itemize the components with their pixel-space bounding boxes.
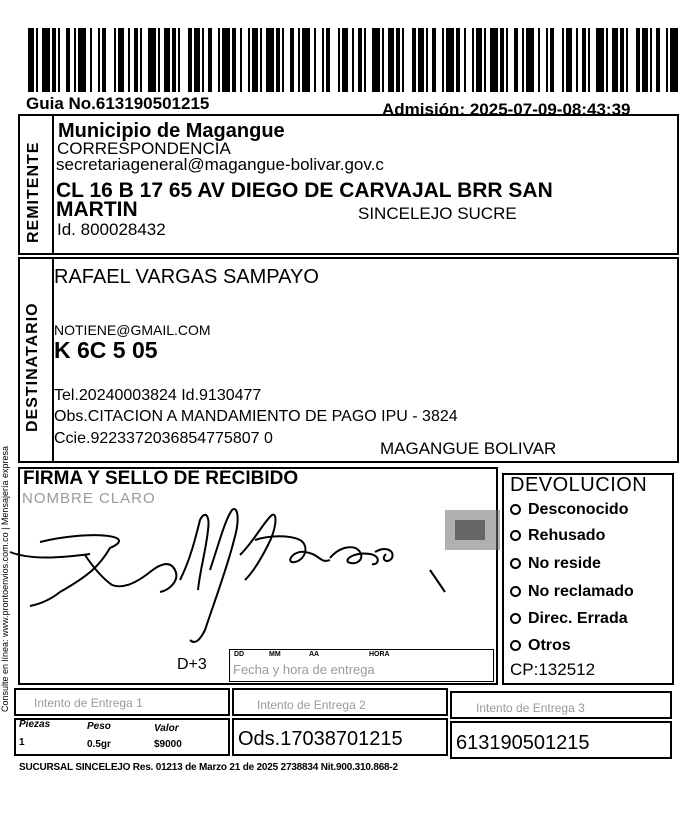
barcode-bar xyxy=(588,28,590,92)
pieza-value-peso: 0.5gr xyxy=(87,739,111,750)
destinatario-label: DESTINATARIO xyxy=(24,302,41,432)
barcode-bar xyxy=(352,28,354,92)
barcode-bar xyxy=(612,28,618,92)
remitente-id: Id. 800028432 xyxy=(57,220,166,239)
barcode-bar xyxy=(36,28,38,92)
devolucion-option-direc-errada[interactable] xyxy=(510,611,628,627)
pieza-value-valor: $9000 xyxy=(154,739,182,750)
barcode-bar xyxy=(456,28,460,92)
firma-title: FIRMA Y SELLO DE RECIBIDO xyxy=(23,468,299,489)
option-label: Rehusado xyxy=(528,527,606,544)
barcode-bar xyxy=(66,28,70,92)
pieza-header-peso: Peso xyxy=(87,721,111,732)
barcode-bar xyxy=(322,28,324,92)
barcode-bar xyxy=(194,28,200,92)
barcode-bar xyxy=(326,28,330,92)
barcode-bar xyxy=(418,28,424,92)
destinatario-address: K 6C 5 05 xyxy=(54,337,158,363)
barcode-bar xyxy=(562,28,564,92)
remitente-email: secretariageneral@magangue-bolivar.gov.c xyxy=(56,155,384,174)
destinatario-ccie: Ccie.9223372036854775807 0 xyxy=(54,430,273,447)
barcode-bar xyxy=(90,28,92,92)
date-col-aa: AA xyxy=(309,651,320,658)
barcode-bar xyxy=(546,28,548,92)
barcode-bar xyxy=(666,28,668,92)
tracking-number: 613190501215 xyxy=(456,732,590,754)
barcode-bar xyxy=(148,28,156,92)
barcode-bar xyxy=(476,28,482,92)
barcode-bar xyxy=(490,28,498,92)
barcode-bar xyxy=(642,28,648,92)
fecha-label: Fecha y hora de entrega xyxy=(233,662,375,677)
barcode-bar xyxy=(282,28,284,92)
barcode-bar xyxy=(78,28,86,92)
date-col-dd: DD xyxy=(234,651,245,658)
intento-2-label: Intento de Entrega 2 xyxy=(257,698,366,712)
barcode-bar xyxy=(388,28,394,92)
barcode-bar xyxy=(52,28,56,92)
barcode-bar xyxy=(114,28,116,92)
intento-3-label: Intento de Entrega 3 xyxy=(476,701,585,715)
footer-text: SUCURSAL SINCELEJO Res. 01213 de Marzo 21 de 2025 2738834 Nit.900.310.868-2 xyxy=(19,762,398,773)
remitente-dept: CORRESPONDENCIA xyxy=(57,139,231,158)
barcode-bar xyxy=(232,28,236,92)
devolucion-option-no-reclamado[interactable] xyxy=(510,584,634,600)
barcode-bar xyxy=(620,28,624,92)
barcode-bar xyxy=(670,28,678,92)
remitente-label: REMITENTE xyxy=(25,141,42,243)
barcode-bar xyxy=(500,28,504,92)
barcode-bar xyxy=(566,28,572,92)
barcode-bar xyxy=(222,28,230,92)
barcode-bar xyxy=(472,28,474,92)
remitente-address-line2: MARTIN xyxy=(56,198,138,221)
nombre-claro-label: NOMBRE CLARO xyxy=(22,490,156,507)
barcode-bar xyxy=(522,28,524,92)
pieza-header-piezas: Piezas xyxy=(19,719,51,730)
barcode-bar xyxy=(382,28,384,92)
barcode-bar xyxy=(74,28,76,92)
barcode-bar xyxy=(158,28,160,92)
barcode-bar xyxy=(442,28,444,92)
destinatario-email: NOTIENE@GMAIL.COM xyxy=(54,322,211,338)
destinatario-name: RAFAEL VARGAS SAMPAYO xyxy=(54,266,319,288)
barcode-bar xyxy=(218,28,220,92)
intento-1-label: Intento de Entrega 1 xyxy=(34,696,143,710)
admision-date: Admisión: 2025-07-09-08:43:39 xyxy=(382,100,631,119)
barcode-bar xyxy=(606,28,608,92)
option-label: Desconocido xyxy=(528,501,629,518)
barcode-bar xyxy=(550,28,554,92)
barcode-bar xyxy=(240,28,242,92)
barcode-bar xyxy=(576,28,578,92)
barcode-bar xyxy=(426,28,428,92)
barcode-bar xyxy=(402,28,404,92)
pieza-value-piezas: 1 xyxy=(19,737,25,748)
radio-icon xyxy=(510,558,521,569)
barcode-bar xyxy=(446,28,454,92)
barcode-bar xyxy=(582,28,586,92)
devolucion-cp: CP:132512 xyxy=(510,660,596,679)
radio-icon xyxy=(510,504,521,515)
barcode-bar xyxy=(42,28,50,92)
remitente-city: SINCELEJO SUCRE xyxy=(358,204,517,223)
destinatario-obs: Obs.CITACION A MANDAMIENTO DE PAGO IPU - 3824 xyxy=(54,408,458,425)
option-label: No reside xyxy=(528,555,601,572)
date-col-hora: HORA xyxy=(369,651,390,658)
remitente-name: Municipio de Magangue xyxy=(58,120,285,142)
barcode-bar xyxy=(626,28,628,92)
barcode-bar xyxy=(58,28,60,92)
date-col-mm: MM xyxy=(269,651,281,658)
barcode-bar xyxy=(202,28,204,92)
barcode-bar xyxy=(464,28,466,92)
devolucion-option-otros[interactable] xyxy=(510,638,571,654)
barcode-bar xyxy=(302,28,310,92)
side-text: Consulte en línea: www.prontoenvios.com.co | Mensajería expresa xyxy=(0,446,10,712)
barcode-bar xyxy=(396,28,400,92)
barcode-bar xyxy=(506,28,508,92)
barcode-bar xyxy=(266,28,274,92)
option-label: No reclamado xyxy=(528,583,634,600)
barcode-bar xyxy=(372,28,380,92)
barcode-bar xyxy=(172,28,176,92)
barcode-bar xyxy=(514,28,518,92)
barcode-bar xyxy=(298,28,300,92)
radio-icon xyxy=(510,640,521,651)
barcode-bar xyxy=(188,28,192,92)
barcode-bar xyxy=(364,28,366,92)
barcode-bar xyxy=(338,28,340,92)
destinatario-city: MAGANGUE BOLIVAR xyxy=(380,439,557,458)
radio-icon xyxy=(510,530,521,541)
signature xyxy=(0,480,520,660)
barcode-bar xyxy=(252,28,258,92)
barcode-bar xyxy=(596,28,604,92)
barcode-bar xyxy=(656,28,660,92)
option-label: Otros xyxy=(528,637,571,654)
radio-icon xyxy=(510,613,521,624)
barcode-bar xyxy=(178,28,180,92)
barcode-bar xyxy=(290,28,294,92)
barcode-bar xyxy=(526,28,534,92)
ods-number: Ods.17038701215 xyxy=(238,728,403,750)
barcode-bar xyxy=(432,28,436,92)
barcode-bar xyxy=(538,28,540,92)
barcode-bar xyxy=(118,28,124,92)
pieza-header-valor: Valor xyxy=(154,723,179,734)
barcode-bar xyxy=(260,28,262,92)
barcode-bar xyxy=(248,28,250,92)
devolucion-option-rehusado[interactable] xyxy=(510,528,605,544)
barcode xyxy=(28,28,680,92)
destinatario-tel: Tel.20240003824 Id.9130477 xyxy=(54,387,262,404)
barcode-bar xyxy=(484,28,486,92)
barcode-bar xyxy=(650,28,652,92)
barcode-bar xyxy=(98,28,100,92)
barcode-bar xyxy=(28,28,34,92)
d3-label: D+3 xyxy=(177,656,207,673)
barcode-bar xyxy=(140,28,142,92)
devolucion-title: DEVOLUCION xyxy=(510,474,648,496)
devolucion-option-no-reside[interactable] xyxy=(510,556,601,572)
remitente-address-line1: CL 16 B 17 65 AV DIEGO DE CARVAJAL BRR SAN xyxy=(56,179,553,202)
radio-icon xyxy=(510,586,521,597)
barcode-bar xyxy=(208,28,212,92)
barcode-bar xyxy=(314,28,316,92)
barcode-bar xyxy=(412,28,416,92)
devolucion-option-desconocido[interactable] xyxy=(510,502,628,518)
barcode-bar xyxy=(134,28,138,92)
option-label: Direc. Errada xyxy=(528,610,628,627)
guia-number: Guia No.613190501215 xyxy=(26,94,210,113)
barcode-bar xyxy=(358,28,362,92)
barcode-bar xyxy=(128,28,130,92)
barcode-bar xyxy=(636,28,640,92)
barcode-bar xyxy=(102,28,106,92)
barcode-bar xyxy=(342,28,348,92)
barcode-bar xyxy=(276,28,280,92)
barcode-bar xyxy=(164,28,170,92)
